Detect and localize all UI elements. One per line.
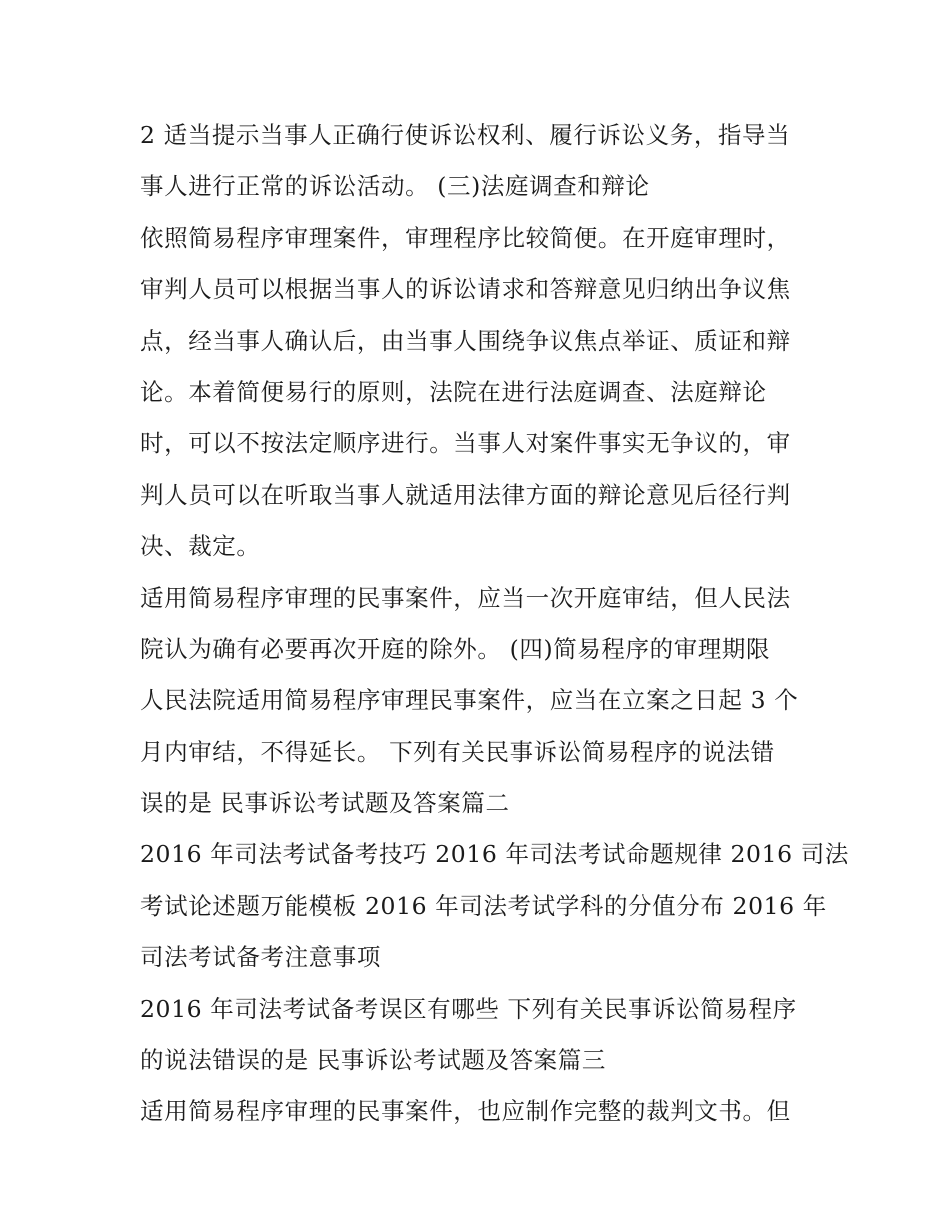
text-line: 依照简易程序审理案件，审理程序比较简便。在开庭审理时，: [140, 223, 791, 252]
text-line: 人民法院适用简易程序审理民事案件，应当在立案之日起 3 个: [140, 686, 799, 715]
text-line: 时，可以不按法定顺序进行。当事人对案件事实无争议的，审: [140, 429, 791, 458]
text-line: 月内审结，不得延长。 下列有关民事诉讼简易程序的说法错: [140, 737, 775, 766]
text-line: 司法考试备考注意事项: [140, 943, 381, 972]
text-line: 审判人员可以根据当事人的诉讼请求和答辩意见归纳出争议焦: [140, 275, 791, 304]
text-line: 决、裁定。: [140, 532, 261, 561]
text-line: 的说法错误的是 民事诉讼考试题及答案篇三: [140, 1046, 606, 1075]
text-line: 事人进行正常的诉讼活动。 (三)法庭调查和辩论: [140, 172, 650, 201]
text-line: 误的是 民事诉讼考试题及答案篇二: [140, 789, 510, 818]
text-line: 适用简易程序审理的民事案件，应当一次开庭审结，但人民法: [140, 583, 791, 612]
text-line: 考试论述题万能模板 2016 年司法考试学科的分值分布 2016 年: [140, 891, 827, 920]
text-line: 点，经当事人确认后，由当事人围绕争议焦点举证、质证和辩: [140, 326, 791, 355]
text-line: 判人员可以在听取当事人就适用法律方面的辩论意见后径行判: [140, 480, 791, 509]
text-line: 适用简易程序审理的民事案件，也应制作完整的裁判文书。但: [140, 1097, 791, 1126]
text-line: 2 适当提示当事人正确行使诉讼权利、履行诉讼义务，指导当: [140, 121, 791, 149]
document-body: [140, 110, 849, 1138]
text-line: 2016 年司法考试备考误区有哪些 下列有关民事诉讼简易程序: [140, 994, 797, 1023]
text-line: 院认为确有必要再次开庭的除外。 (四)简易程序的审理期限: [140, 634, 771, 663]
text-line: 论。本着简便易行的原则，法院在进行法庭调查、法庭辩论: [140, 377, 767, 406]
text-line: 2016 年司法考试备考技巧 2016 年司法考试命题规律 2016 司法: [140, 840, 849, 869]
